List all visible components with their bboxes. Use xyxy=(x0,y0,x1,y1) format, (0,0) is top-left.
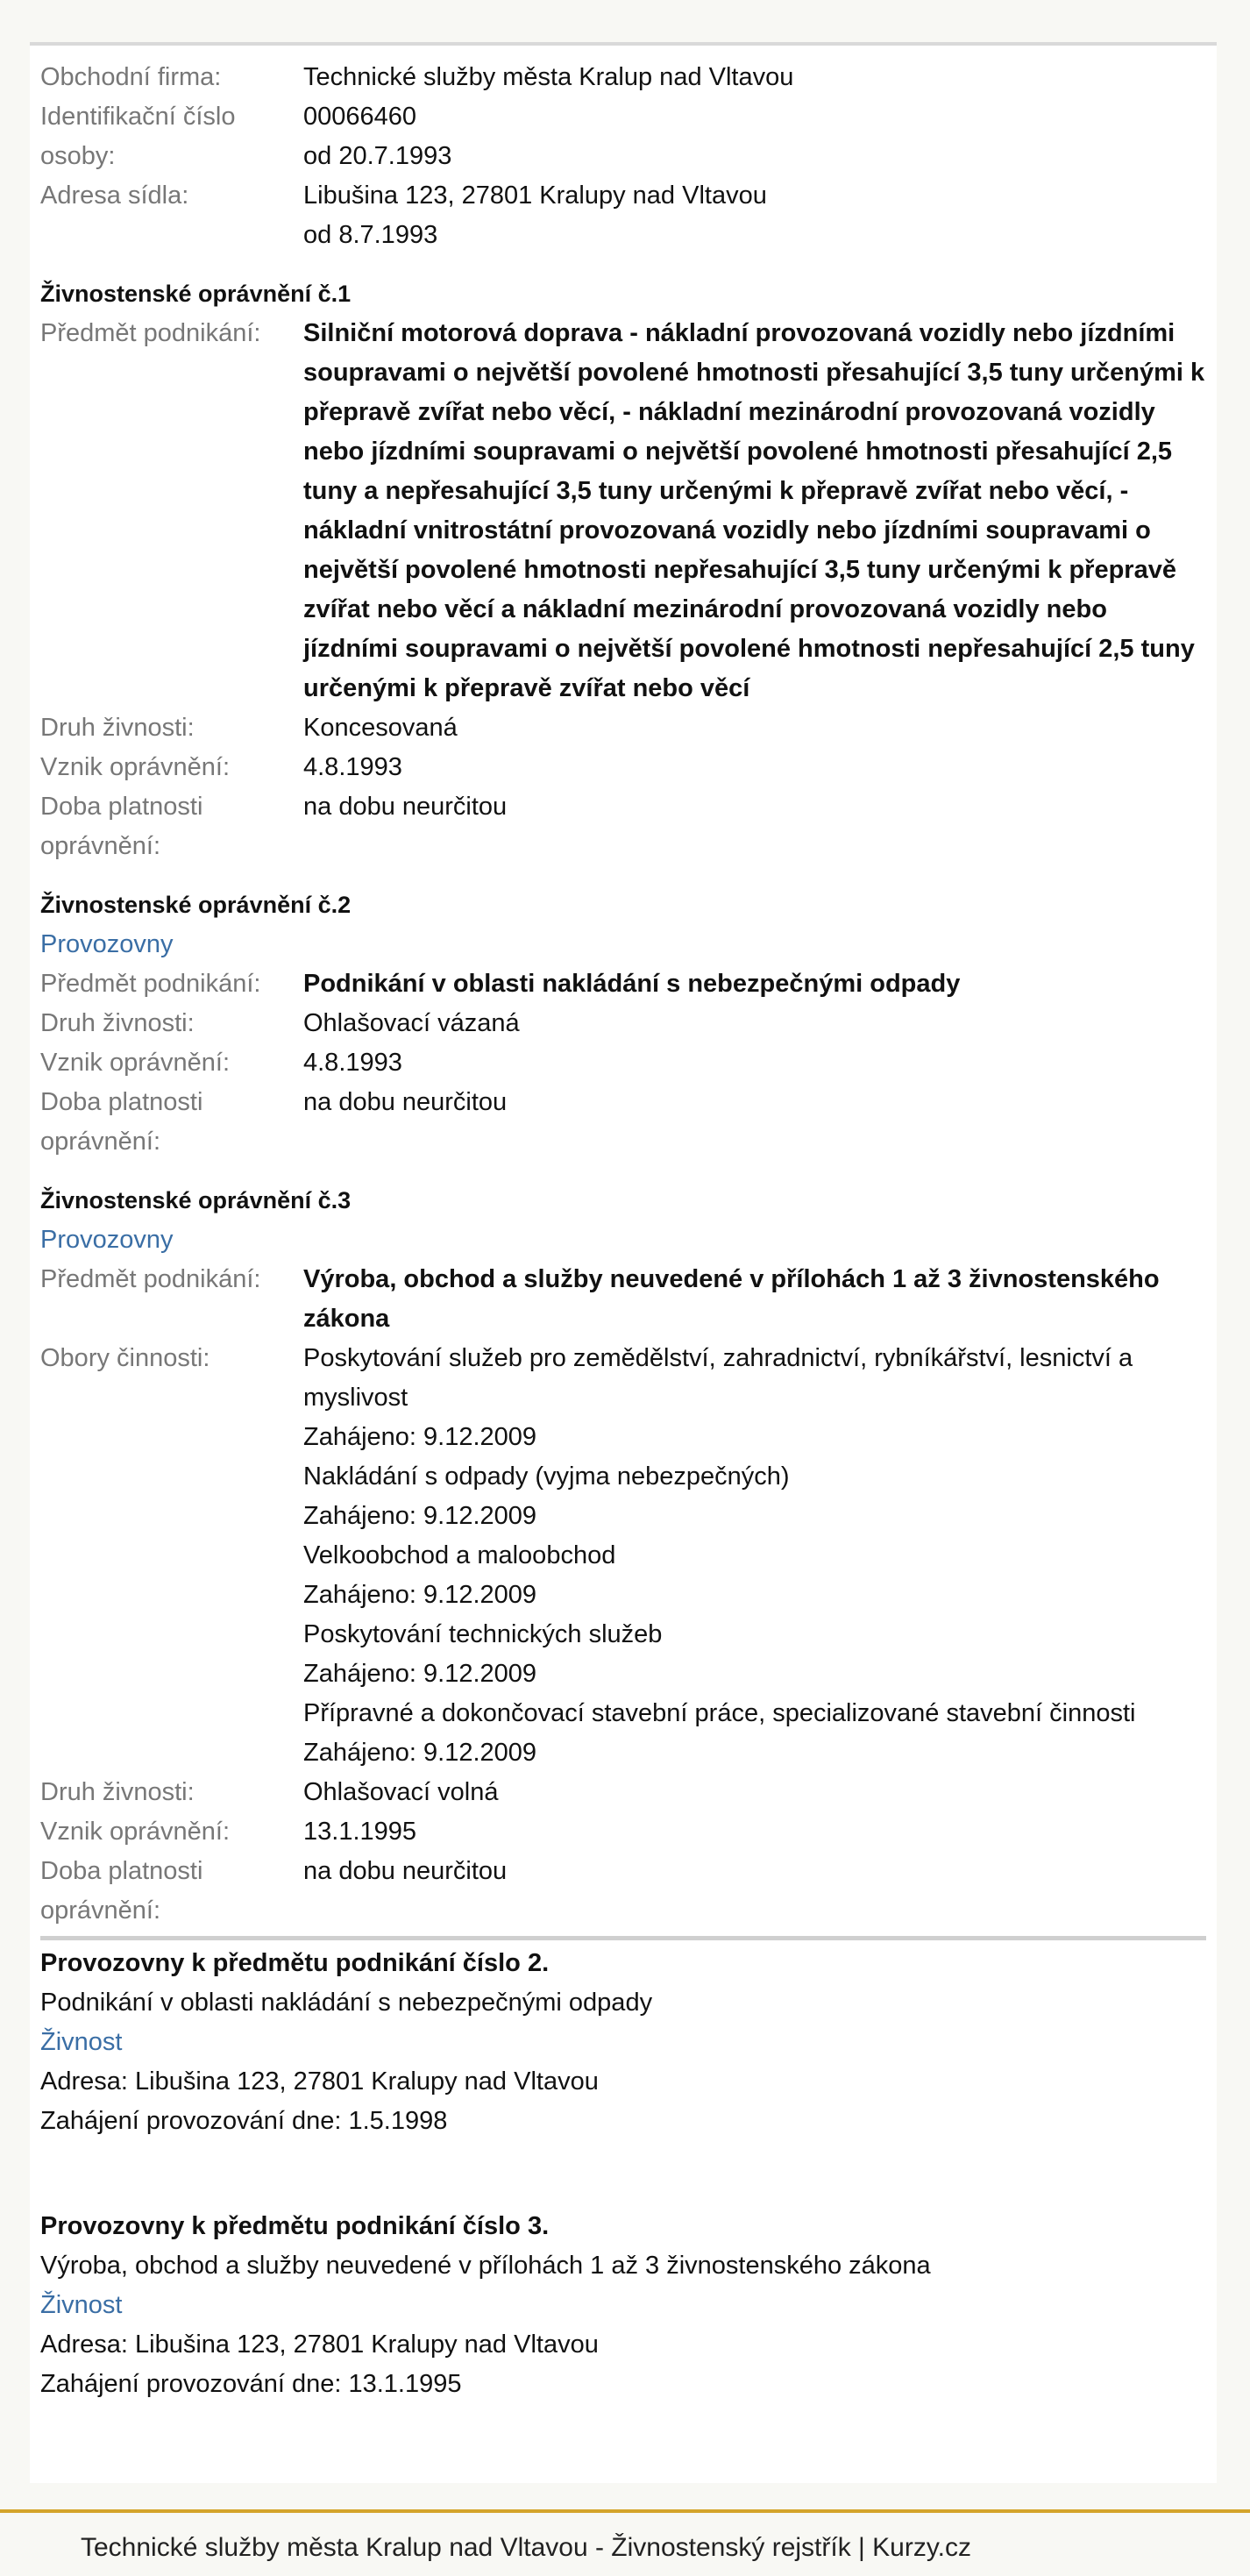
license-1-validity-label: Doba platnosti oprávnění: xyxy=(40,793,203,860)
license-3-validity: na dobu neurčitou xyxy=(303,1857,508,1885)
premises-2-trade-link[interactable]: Živnost xyxy=(40,2028,123,2056)
premises-2-address: Adresa: Libušina 123, 27801 Kralupy nad Vltavou xyxy=(40,2067,599,2096)
premises-3-address: Adresa: Libušina 123, 27801 Kralupy nad Vltavou xyxy=(40,2330,599,2359)
field-item-name: Poskytování služeb pro zemědělství, zahradnictví, rybníkářství, lesnictví a myslivost xyxy=(303,1344,1133,1412)
license-3-subject-row xyxy=(40,1260,1206,1339)
premises-2-subject: Podnikání v oblasti nakládání s nebezpečnými odpady xyxy=(40,1989,653,2017)
registry-page xyxy=(30,42,1217,2483)
license-1-type-label: Druh živnosti: xyxy=(40,714,195,742)
company-id: 00066460 xyxy=(303,103,417,131)
field-item-name: Přípravné a dokončovací stavební práce, specializované stavební činnosti xyxy=(303,1699,1136,1727)
license-3-type: Ohlašovací volná xyxy=(303,1778,499,1806)
company-name-row xyxy=(40,58,1206,97)
page-footer xyxy=(0,2509,1250,2576)
license-1-type: Koncesovaná xyxy=(303,714,458,742)
license-3-fields-label: Obory činnosti: xyxy=(40,1344,210,1372)
premises-3-trade-link[interactable]: Živnost xyxy=(40,2291,123,2319)
company-id-label xyxy=(40,97,303,176)
license-1-origin: 4.8.1993 xyxy=(303,753,402,781)
premises-3-title: Provozovny k předmětu podnikání číslo 3. xyxy=(40,2212,550,2240)
license-3-premises-link[interactable]: Provozovny xyxy=(40,1226,174,1254)
license-3-fields-row xyxy=(40,1339,1206,1773)
license-3-type-label: Druh živnosti: xyxy=(40,1778,195,1806)
license-3-origin: 13.1.1995 xyxy=(303,1818,417,1846)
field-item-started: Zahájeno: 9.12.2009 xyxy=(303,1502,537,1530)
license-1-title: Živnostenské oprávnění č.1 xyxy=(40,281,352,307)
field-item-started: Zahájeno: 9.12.2009 xyxy=(303,1423,537,1451)
license-2-validity-label: Doba platnosti oprávnění: xyxy=(40,1088,203,1156)
company-id-since: od 20.7.1993 xyxy=(303,142,452,170)
license-1-subject-label: Předmět podnikání: xyxy=(40,319,261,347)
company-id-value xyxy=(303,97,1206,176)
license-2-subject: Podnikání v oblasti nakládání s nebezpečnými odpady xyxy=(303,970,961,998)
license-2-validity: na dobu neurčitou xyxy=(303,1088,508,1116)
field-item-name: Poskytování technických služeb xyxy=(303,1620,663,1648)
field-item-name: Nakládání s odpady (vyjma nebezpečných) xyxy=(303,1462,790,1491)
company-name: Technické služby města Kralup nad Vltavou xyxy=(303,63,794,91)
company-address-label: Adresa sídla: xyxy=(40,181,189,210)
license-3-validity-row xyxy=(40,1852,1206,1931)
company-address-value xyxy=(303,176,1206,255)
premises-3-start: Zahájení provozování dne: 13.1.1995 xyxy=(40,2370,462,2398)
company-address-since: od 8.7.1993 xyxy=(303,221,438,249)
license-1-subject-row xyxy=(40,314,1206,708)
field-item-started: Zahájeno: 9.12.2009 xyxy=(303,1660,537,1688)
license-3-type-row xyxy=(40,1773,1206,1812)
premises-2-title: Provozovny k předmětu podnikání číslo 2. xyxy=(40,1949,550,1977)
footer-text[interactable]: Technické služby města Kralup nad Vltavou - Živnostenský rejstřík | Kurzy.cz xyxy=(81,2533,971,2562)
license-1-validity-row xyxy=(40,787,1206,866)
field-item-started: Zahájeno: 9.12.2009 xyxy=(303,1739,537,1767)
company-address: Libušina 123, 27801 Kralupy nad Vltavou xyxy=(303,181,767,210)
registry-content xyxy=(40,58,1206,2404)
field-item-started: Zahájeno: 9.12.2009 xyxy=(303,1581,537,1609)
premises-2-start: Zahájení provozování dne: 1.5.1998 xyxy=(40,2107,448,2135)
spacer xyxy=(40,2141,1206,2207)
license-2-type-row xyxy=(40,1004,1206,1043)
license-2-origin-row xyxy=(40,1043,1206,1083)
license-1-validity: na dobu neurčitou xyxy=(303,793,508,821)
license-1-origin-label: Vznik oprávnění: xyxy=(40,753,231,781)
company-id-label-line2: osoby: xyxy=(40,142,116,170)
license-1-origin-row xyxy=(40,748,1206,787)
license-2-title: Živnostenské oprávnění č.2 xyxy=(40,892,352,918)
section-divider xyxy=(40,1936,1206,1940)
license-3-subject: Výroba, obchod a služby neuvedené v přílohách 1 až 3 živnostenského zákona xyxy=(303,1265,1160,1333)
field-item-name: Velkoobchod a maloobchod xyxy=(303,1541,616,1569)
license-2-type: Ohlašovací vázaná xyxy=(303,1009,520,1037)
company-id-row xyxy=(40,97,1206,176)
license-2-type-label: Druh živnosti: xyxy=(40,1009,195,1037)
company-address-row xyxy=(40,176,1206,255)
license-2-origin-label: Vznik oprávnění: xyxy=(40,1049,231,1077)
license-1-type-row xyxy=(40,708,1206,748)
license-3-origin-row xyxy=(40,1812,1206,1852)
license-2-premises-link[interactable]: Provozovny xyxy=(40,930,174,958)
license-1-subject: Silniční motorová doprava - nákladní provozovaná vozidly nebo jízdními soupravami o největší povolené hmotnosti přesahující 3,5 tuny určenými k přepravě zvířat nebo věcí, - nákladní mezinárodní provozovaná vozidly nebo jízdními soupravami o největší povolené hmotnosti přesahující 2,5 tuny a nepřesahující 3,5 tuny určenými k přepravě zvířat nebo věcí, - nákladní vnitrostátní provozovaná vozidly nebo jízdními soupravami o největší povolené hmotnosti nepřesahující 3,5 tuny určenými k přepravě zvířat nebo věcí a nákladní mezinárodní provozovaná vozidly nebo jízdními soupravami o největší povolené hmotnosti nepřesahující 2,5 tuny určenými k přepravě zvířat nebo věcí xyxy=(303,319,1205,702)
license-2-origin: 4.8.1993 xyxy=(303,1049,402,1077)
license-3-validity-label: Doba platnosti oprávnění: xyxy=(40,1857,203,1925)
license-3-title: Živnostenské oprávnění č.3 xyxy=(40,1187,352,1213)
license-2-subject-row xyxy=(40,964,1206,1004)
license-3-origin-label: Vznik oprávnění: xyxy=(40,1818,231,1846)
license-3-subject-label: Předmět podnikání: xyxy=(40,1265,261,1293)
license-2-validity-row xyxy=(40,1083,1206,1162)
premises-3-subject: Výroba, obchod a služby neuvedené v přílohách 1 až 3 živnostenského zákona xyxy=(40,2252,931,2280)
license-2-subject-label: Předmět podnikání: xyxy=(40,970,261,998)
license-3-fields-list xyxy=(303,1339,1206,1773)
company-id-label-line1: Identifikační číslo xyxy=(40,103,236,131)
company-name-label: Obchodní firma: xyxy=(40,63,222,91)
